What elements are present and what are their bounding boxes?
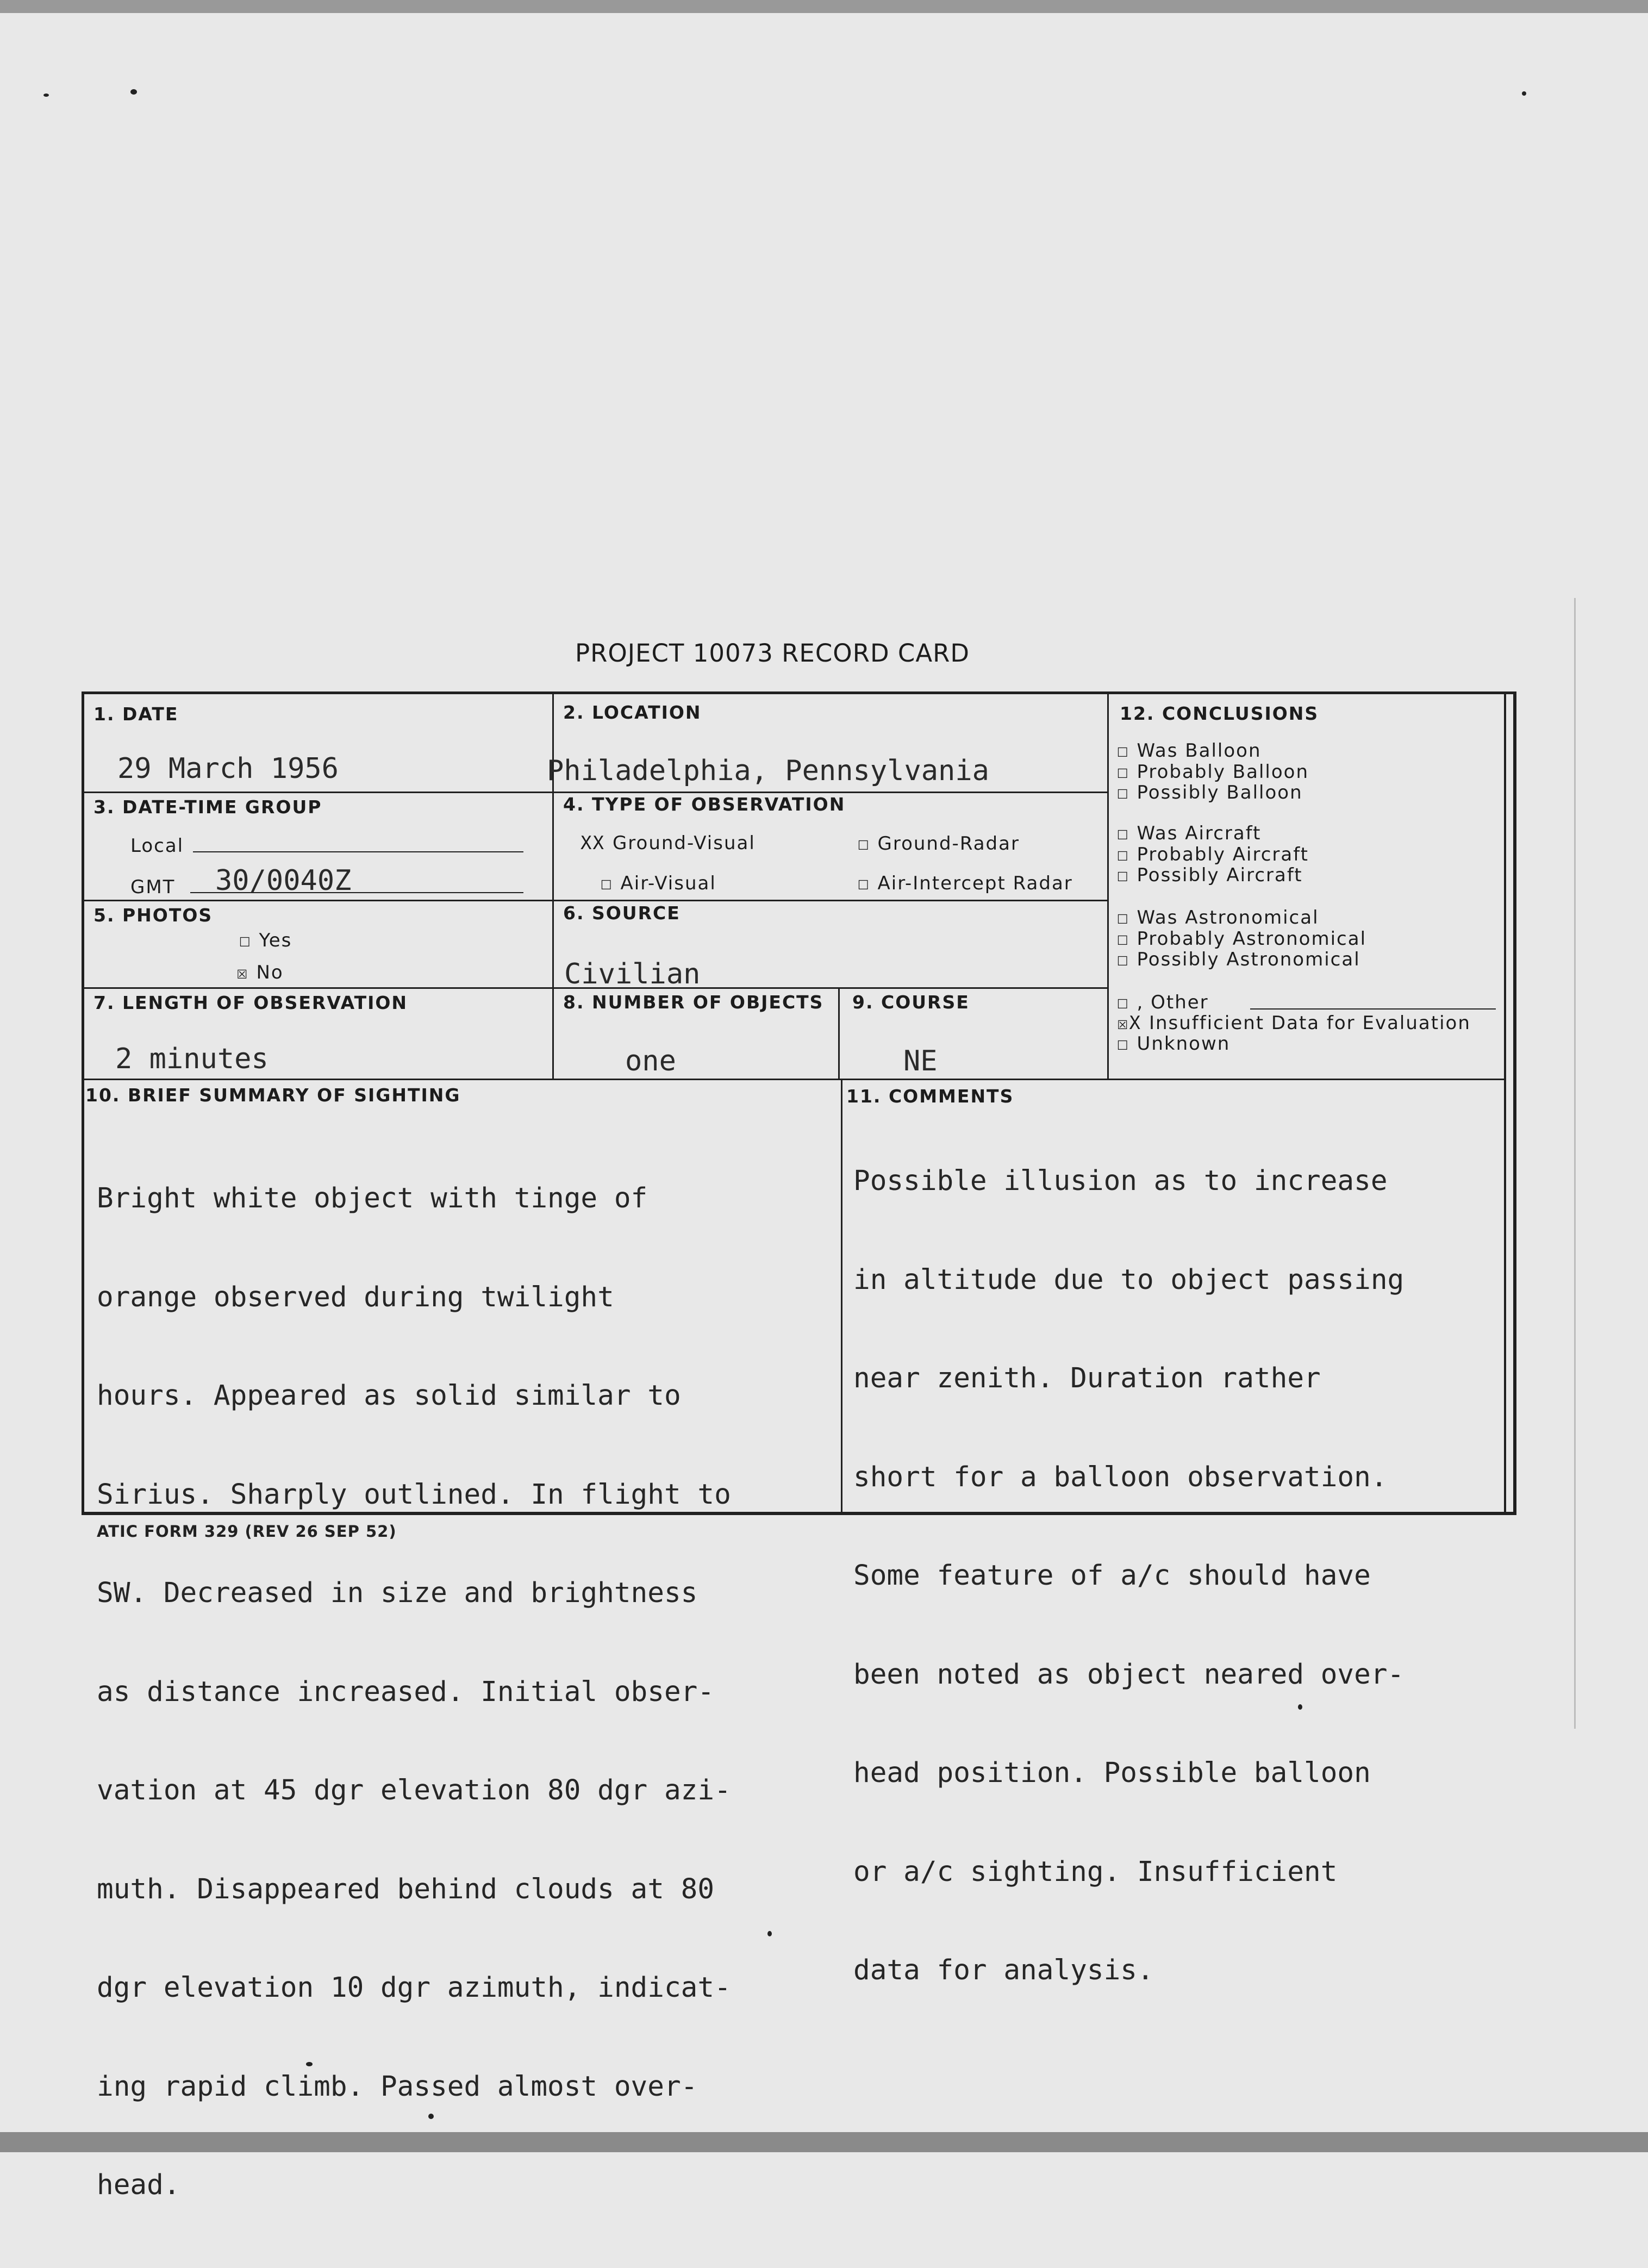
length-label: 7. LENGTH OF OBSERVATION bbox=[93, 992, 408, 1013]
checkbox-icon: ☐ bbox=[1117, 992, 1129, 1013]
conclusion-possibly-balloon: ☐ Possibly Balloon bbox=[1117, 782, 1303, 803]
gmt-label: GMT bbox=[130, 876, 176, 898]
summary-label: 10. BRIEF SUMMARY OF SIGHTING bbox=[85, 1085, 461, 1106]
conclusion-insufficient-data: ☒X Insufficient Data for Evaluation bbox=[1117, 1012, 1471, 1034]
number-of-objects-value: one bbox=[625, 1045, 676, 1077]
summary-line: SW. Decreased in size and brightness bbox=[97, 1577, 698, 1609]
comments-line: Some feature of a/c should have bbox=[853, 1560, 1371, 1592]
border-top bbox=[82, 691, 1516, 694]
summary-line: vation at 45 dgr elevation 80 dgr azi- bbox=[97, 1774, 731, 1806]
conclusion-possibly-aircraft: ☐ Possibly Aircraft bbox=[1117, 864, 1303, 886]
conclusion-possibly-astronomical: ☐ Possibly Astronomical bbox=[1117, 949, 1360, 970]
date-label: 1. DATE bbox=[93, 703, 179, 725]
checkbox-icon: ☐ bbox=[858, 833, 870, 855]
checkbox-icon: ☐ bbox=[1117, 1033, 1129, 1055]
summary-line: dgr elevation 10 dgr azimuth, indicat- bbox=[97, 1972, 731, 2004]
scan-bottom-edge bbox=[0, 2132, 1648, 2152]
scan-top-edge bbox=[0, 0, 1648, 13]
checkbox-icon: ☐ bbox=[1117, 740, 1129, 762]
type-of-observation-label: 4. TYPE OF OBSERVATION bbox=[563, 794, 846, 815]
checkbox-icon: ☐ bbox=[1117, 844, 1129, 865]
local-underline bbox=[193, 851, 523, 852]
comments-label: 11. COMMENTS bbox=[846, 1086, 1014, 1107]
conclusion-other: ☐ , Other bbox=[1117, 992, 1209, 1013]
photos-label: 5. PHOTOS bbox=[93, 905, 213, 926]
conclusion-probably-aircraft: ☐ Probably Aircraft bbox=[1117, 844, 1309, 865]
summary-line: Bright white object with tinge of bbox=[97, 1182, 648, 1214]
comments-line: near zenith. Duration rather bbox=[853, 1362, 1321, 1394]
conclusion-probably-astronomical: ☐ Probably Astronomical bbox=[1117, 928, 1367, 950]
checkbox-icon: ☐ bbox=[1117, 782, 1129, 803]
checked-box-icon: ☒ bbox=[236, 962, 249, 983]
source-value: Civilian bbox=[564, 958, 701, 990]
vline-bottom bbox=[841, 1080, 842, 1512]
source-label: 6. SOURCE bbox=[563, 902, 681, 924]
checkbox-icon: ☐ bbox=[1117, 949, 1129, 970]
local-label: Local bbox=[130, 835, 184, 857]
length-value: 2 minutes bbox=[115, 1043, 269, 1075]
vline-right bbox=[1107, 694, 1109, 1079]
scan-speck bbox=[130, 89, 137, 95]
comments-line: short for a balloon observation. bbox=[853, 1461, 1388, 1493]
ground-visual-option: XX Ground-Visual bbox=[580, 832, 756, 854]
checked-box-icon: ☒X bbox=[1117, 1012, 1141, 1034]
rule-2 bbox=[84, 900, 1107, 901]
summary-line: as distance increased. Initial obser- bbox=[97, 1675, 715, 1708]
checkbox-icon: ☐ bbox=[1117, 907, 1129, 929]
checkbox-icon: ☐ bbox=[1117, 864, 1129, 886]
course-value: NE bbox=[903, 1045, 938, 1077]
comments-line: been noted as object neared over- bbox=[853, 1658, 1404, 1691]
border-left bbox=[82, 691, 84, 1515]
conclusion-probably-balloon: ☐ Probably Balloon bbox=[1117, 761, 1309, 783]
conclusions-label: 12. CONCLUSIONS bbox=[1120, 703, 1319, 724]
date-time-group-label: 3. DATE-TIME GROUP bbox=[93, 796, 322, 818]
summary-line: hours. Appeared as solid similar to bbox=[97, 1380, 681, 1412]
card-title: PROJECT 10073 RECORD CARD bbox=[575, 639, 970, 668]
form-identifier: ATIC FORM 329 (REV 26 SEP 52) bbox=[97, 1522, 397, 1541]
inner-right-line bbox=[1504, 694, 1506, 1512]
checkbox-icon: ☐ bbox=[1117, 823, 1129, 844]
rule-4 bbox=[84, 1079, 1504, 1080]
conclusion-unknown: ☐ Unknown bbox=[1117, 1033, 1231, 1055]
summary-line: ing rapid climb. Passed almost over- bbox=[97, 2070, 698, 2103]
gmt-value: 30/0040Z bbox=[215, 864, 352, 897]
rule-1 bbox=[84, 792, 1107, 793]
ground-radar-option: ☐ Ground-Radar bbox=[858, 833, 1020, 855]
location-label: 2. LOCATION bbox=[563, 702, 702, 723]
conclusion-was-astronomical: ☐ Was Astronomical bbox=[1117, 907, 1319, 929]
comments-line: in altitude due to object passing bbox=[853, 1263, 1404, 1296]
scan-speck bbox=[1522, 91, 1526, 96]
comments-line: or a/c sighting. Insufficient bbox=[853, 1855, 1338, 1888]
scan-speck bbox=[767, 1931, 772, 1936]
vline-course bbox=[838, 989, 840, 1079]
comments-line: Possible illusion as to increase bbox=[853, 1165, 1388, 1197]
vline-left bbox=[552, 694, 554, 1079]
photos-yes-option: ☐ Yes bbox=[239, 930, 292, 951]
comments-line: head position. Possible balloon bbox=[853, 1757, 1371, 1789]
summary-line: orange observed during twilight bbox=[97, 1281, 614, 1313]
conclusion-was-aircraft: ☐ Was Aircraft bbox=[1117, 823, 1262, 844]
summary-line: head. bbox=[97, 2169, 180, 2201]
checkbox-icon: ☐ bbox=[1117, 928, 1129, 950]
air-intercept-option: ☐ Air-Intercept Radar bbox=[858, 873, 1073, 894]
summary-text bbox=[97, 1117, 731, 2268]
summary-line: muth. Disappeared behind clouds at 80 bbox=[97, 1873, 715, 1905]
location-value: Philadelphia, Pennsylvania bbox=[547, 755, 989, 787]
checkbox-icon: ☐ bbox=[1117, 761, 1129, 783]
comments-line: data for analysis. bbox=[853, 1954, 1154, 1986]
border-right bbox=[1513, 691, 1516, 1515]
checkbox-icon: ☐ bbox=[601, 873, 613, 894]
date-value: 29 March 1956 bbox=[117, 752, 339, 785]
conclusion-was-balloon: ☐ Was Balloon bbox=[1117, 740, 1262, 762]
checkbox-icon: ☐ bbox=[858, 873, 870, 894]
summary-line: Sirius. Sharply outlined. In flight to bbox=[97, 1478, 731, 1511]
comments-text bbox=[853, 1099, 1404, 2053]
photos-no-option: ☒ No bbox=[236, 962, 284, 983]
scan-fold-line bbox=[1574, 598, 1576, 1729]
checkbox-icon: ☐ bbox=[239, 930, 252, 951]
scan-speck bbox=[43, 94, 49, 97]
course-label: 9. COURSE bbox=[852, 992, 970, 1013]
air-visual-option: ☐ Air-Visual bbox=[601, 873, 716, 894]
other-underline bbox=[1250, 1008, 1496, 1010]
checked-box-icon: XX bbox=[580, 832, 605, 854]
number-of-objects-label: 8. NUMBER OF OBJECTS bbox=[563, 992, 824, 1013]
